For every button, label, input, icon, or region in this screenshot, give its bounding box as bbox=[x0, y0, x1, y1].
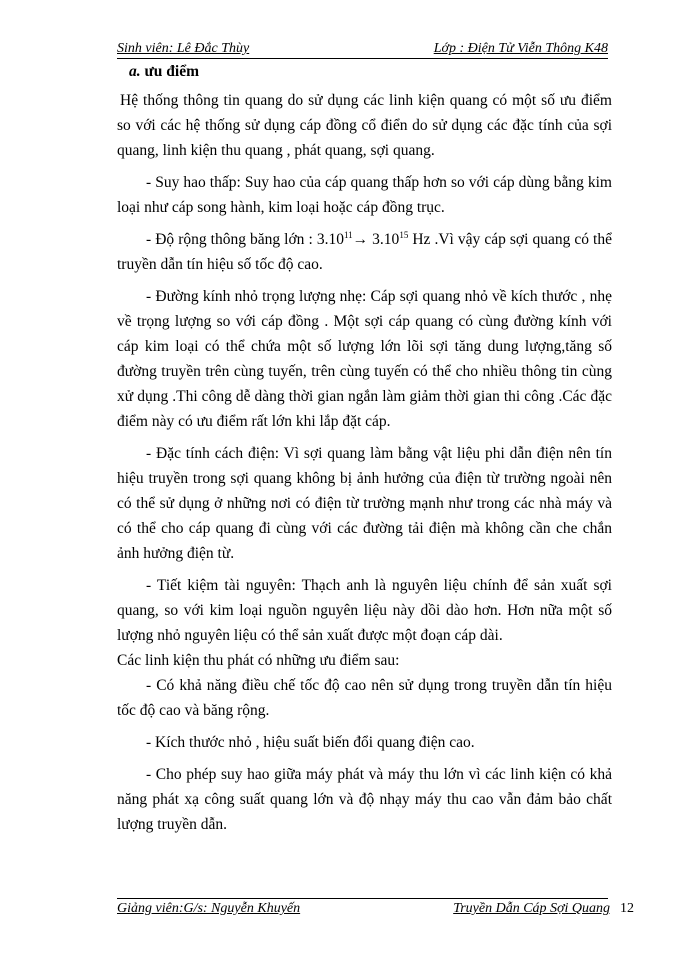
header-student: Sinh viên: Lê Đắc Thùy bbox=[117, 41, 250, 56]
paragraph-bandwidth bbox=[117, 227, 612, 277]
paragraph-power: - Cho phép suy hao giữa máy phát và máy thu lớn vì các linh kiện có khả năng phát xạ công suất quang lớn và độ nhạy máy thu cao vẫn đảm bảo chất lượng truyền dẫn. bbox=[117, 766, 612, 833]
footer-lecturer: Giảng viên:G/s: Nguyễn Khuyến bbox=[117, 901, 301, 916]
paragraph-low-loss: - Suy hao thấp: Suy hao của cáp quang thấp hơn so với cáp dùng bằng kim loại như cáp song hành, kim loại hoặc cáp đồng trục. bbox=[117, 174, 612, 216]
footer-rule bbox=[117, 898, 608, 899]
bandwidth-arrow: → 3.10 bbox=[352, 231, 400, 248]
footer-course: Truyền Dẫn Cáp Sợi Quang bbox=[453, 901, 610, 916]
paragraph-size: - Kích thước nhỏ , hiệu suất biến đổi quang điện cao. bbox=[146, 734, 475, 751]
paragraph-resources: - Tiết kiệm tài nguyên: Thạch anh là nguyên liệu chính để sản xuất sợi quang, so với kim loại nguồn nguyên liệu này dồi dào hơn. Hơn nữa một số lượng nhỏ nguyên liệu có thể sản xuất được một đoạn cáp dài. bbox=[117, 577, 612, 644]
paragraph-components-intro: Các linh kiện thu phát có những ưu điểm sau: bbox=[117, 652, 400, 669]
document-body bbox=[117, 62, 612, 844]
bandwidth-prefix: - Độ rộng thông băng lớn : 3.10 bbox=[146, 231, 344, 248]
paragraph-small-diameter: - Đường kính nhỏ trọng lượng nhẹ: Cáp sợi quang nhỏ về kích thước , nhẹ về trọng lượng so với cáp đồng . Một sợi cáp quang có cùng đường kính với cáp kim loại có thể chứa một số lượng lớn lõi sợi tăng dung lượng,tăng số đường truyền trên cùng tuyến, trên cùng tuyến có thể cho nhiều thông tin cùng xử dụng .Thi công dễ dàng thời gian ngắn làm giảm thời gian thi công .Các đặc điểm này có ưu điểm rất lớn khi lắp đặt cáp. bbox=[117, 288, 612, 430]
paragraph-modulation: - Có khả năng điều chế tốc độ cao nên sử dụng trong truyền dẫn tín hiệu tốc độ cao và băng rộng. bbox=[117, 677, 612, 719]
page-number: 12 bbox=[620, 901, 634, 916]
paragraph-insulation: - Đặc tính cách điện: Vì sợi quang làm bằng vật liệu phi dẫn điện nên tín hiệu truyền trong sợi quang không bị ảnh hưởng của điện từ trường ngoài nên có thể sử dụng ở những nơi có điện từ trường mạnh như trong các nhà máy và có thể cho cáp quang đi cùng với các đường tải điện mà không cần che chắn ảnh hưởng điện từ. bbox=[117, 445, 612, 562]
section-title-text: ưu điểm bbox=[144, 63, 200, 80]
section-title bbox=[129, 62, 612, 82]
section-marker: a. bbox=[129, 63, 141, 80]
header-class: Lớp : Điện Tử Viễn Thông K48 bbox=[433, 41, 608, 56]
bandwidth-exponent-high: 15 bbox=[399, 230, 409, 240]
bandwidth-suffix: Hz .Vì vậy cáp sợi quang có thể truyền dẫn tín hiệu số tốc độ cao. bbox=[117, 231, 612, 273]
header-rule bbox=[117, 58, 608, 59]
paragraph-intro: Hệ thống thông tin quang do sử dụng các linh kiện quang có một số ưu điểm so với các hệ thống sử dụng cáp đồng cổ điển do sử dụng các đặc tính của sợi quang, linh kiện thu quang , phát quang, sợi quang. bbox=[117, 92, 612, 159]
bandwidth-exponent-low: 11 bbox=[343, 230, 353, 240]
